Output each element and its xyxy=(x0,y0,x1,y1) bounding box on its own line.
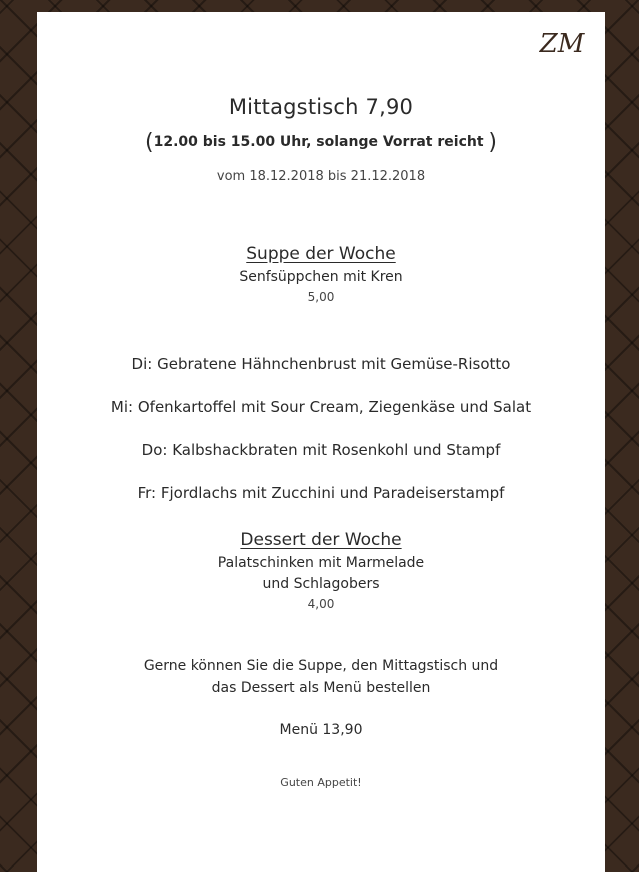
day-item-wednesday: Mi: Ofenkartoffel mit Sour Cream, Ziegenkäse und Salat xyxy=(110,398,532,416)
dessert-heading: Dessert der Woche xyxy=(240,530,402,550)
closing-text: Guten Appetit! xyxy=(280,776,362,789)
dessert-name-line1: Palatschinken mit Marmelade xyxy=(217,555,425,571)
open-paren: ( xyxy=(145,130,154,155)
dessert-name-line2: und Schlagobers xyxy=(262,576,380,592)
menu-note-line1: Gerne können Sie die Suppe, den Mittagstisch und xyxy=(143,658,499,674)
close-paren: ) xyxy=(488,130,497,155)
day-item-friday: Fr: Fjordlachs mit Zucchini und Paradeiserstampf xyxy=(137,484,505,502)
restaurant-logo xyxy=(527,22,597,62)
menu-page xyxy=(37,12,605,872)
soup-heading: Suppe der Woche xyxy=(246,244,396,264)
opening-hours-text: 12.00 bis 15.00 Uhr, solange Vorrat reicht xyxy=(153,134,484,150)
dessert-price: 4,00 xyxy=(307,597,335,611)
page-title: Mittagstisch 7,90 xyxy=(228,95,414,119)
soup-name: Senfsüppchen mit Kren xyxy=(239,269,403,285)
day-item-tuesday: Di: Gebratene Hähnchenbrust mit Gemüse-Risotto xyxy=(131,355,511,373)
logo-text: ZM xyxy=(539,29,585,59)
menu-price: Menü 13,90 xyxy=(279,722,363,738)
date-range: vom 18.12.2018 bis 21.12.2018 xyxy=(216,169,426,184)
menu-note-line2: das Dessert als Menü bestellen xyxy=(211,680,431,696)
day-item-thursday: Do: Kalbshackbraten mit Rosenkohl und Stampf xyxy=(141,441,501,459)
soup-price: 5,00 xyxy=(307,290,335,304)
opening-hours xyxy=(37,130,605,155)
